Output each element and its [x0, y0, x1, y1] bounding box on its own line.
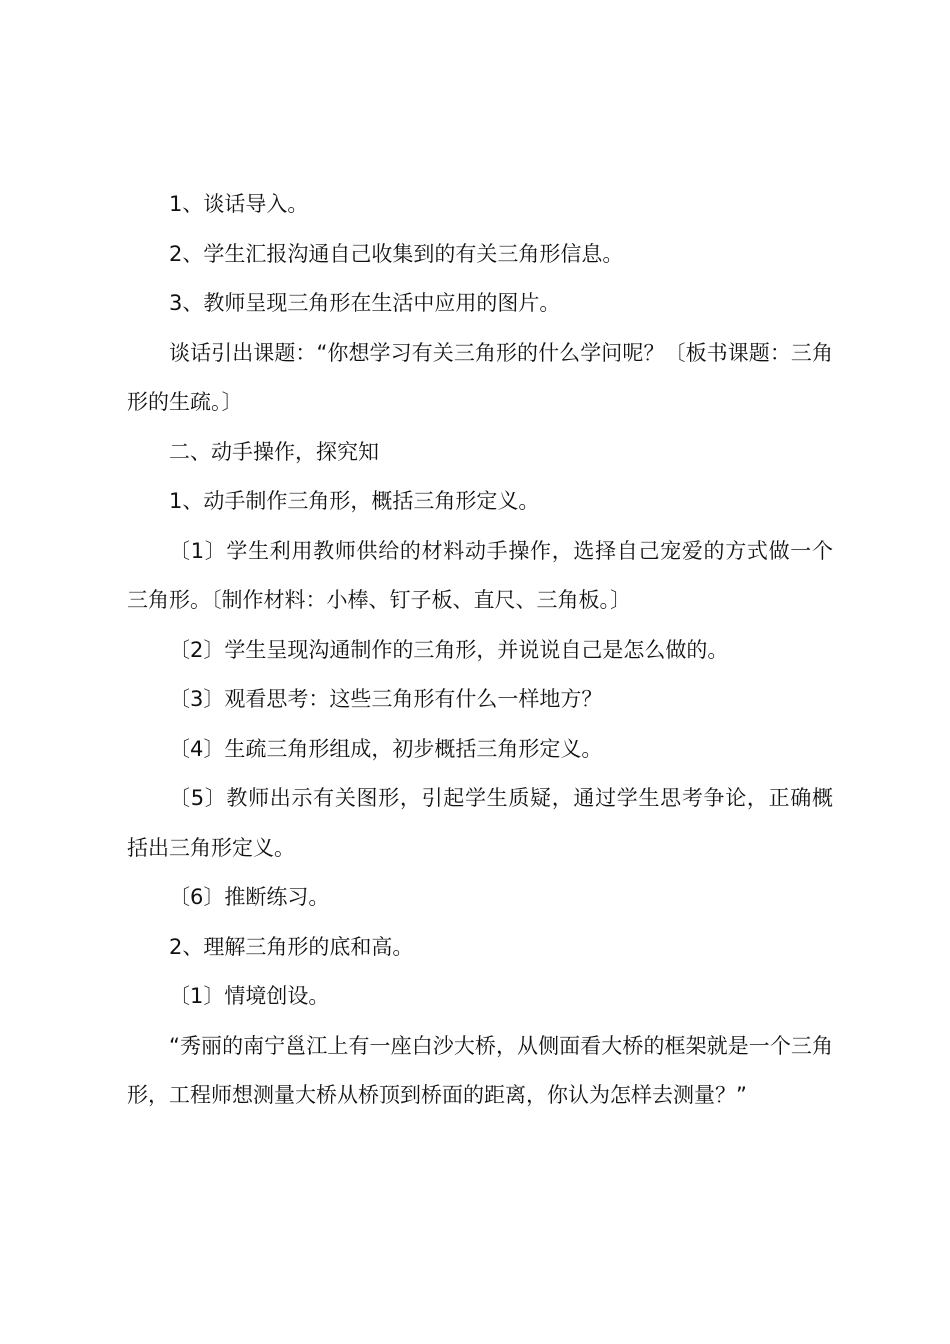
- paragraph-2: 2、学生汇报沟通自己收集到的有关三角形信息。: [169, 241, 624, 266]
- paragraph-9: 〔3〕观看思考：这些三角形有什么一样地方？: [169, 687, 603, 711]
- paragraph-15: “秀丽的南宁邕江上有一座白沙大桥，从侧面看大桥的框架就是一个三角形，工程师想测量大桥从桥顶到桥面的距离，你认为怎样去测量？”: [127, 1033, 833, 1107]
- paragraph-10: 〔4〕生疏三角形组成，初步概括三角形定义。: [169, 736, 603, 761]
- paragraph-8: 〔2〕学生呈现沟通制作的三角形，并说说自己是怎么做的。: [169, 637, 729, 662]
- paragraph-12: 〔6〕推断练习。: [169, 885, 330, 909]
- paragraph-7: 〔1〕学生利用教师供给的材料动手操作，选择自己宠爱的方式做一个三角形。〔制作材料：小棒、钉子板、直尺、三角板。〕: [127, 538, 833, 612]
- paragraph-14: 〔1〕情境创设。: [169, 984, 330, 1008]
- paragraph-6: 1、动手制作三角形，概括三角形定义。: [169, 489, 540, 513]
- document-body: [127, 180, 833, 1121]
- paragraph-1: 1、谈话导入。: [169, 192, 309, 216]
- paragraph-11: 〔5〕教师出示有关图形，引起学生质疑，通过学生思考争论，正确概括出三角形定义。: [127, 786, 833, 860]
- paragraph-13: 2、理解三角形的底和高。: [169, 934, 414, 959]
- paragraph-3: 3、教师呈现三角形在生活中应用的图片。: [169, 291, 561, 315]
- paragraph-4: 谈话引出课题：“你想学习有关三角形的什么学问呢？〔板书课题：三角形的生疏。〕: [127, 340, 833, 414]
- section-heading: 二、动手操作，探究知: [169, 439, 379, 464]
